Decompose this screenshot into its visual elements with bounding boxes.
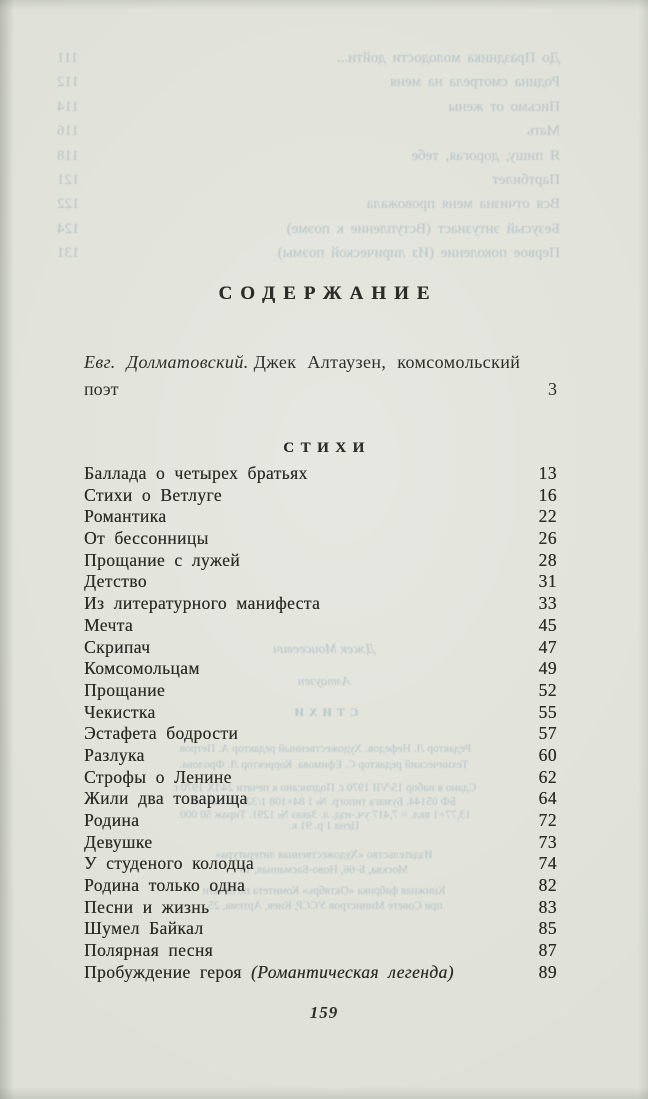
toc-page-number: 121 — [57, 171, 80, 188]
toc-title — [84, 506, 166, 528]
toc-page-number: 22 — [538, 506, 557, 527]
toc-page-number: 83 — [538, 896, 557, 917]
toc-title — [84, 658, 200, 680]
toc-row — [84, 810, 557, 832]
toc-title-italic: (Романтическая легенда) — [241, 961, 454, 982]
bleed-colophon-line: Книжная фабрика «Октябрь» Комитета по печати — [202, 885, 446, 897]
toc-page-number: 64 — [538, 788, 557, 809]
toc-title-text: Стихи о Ветлуге — [84, 484, 222, 505]
toc-row — [84, 463, 557, 485]
toc-title — [84, 463, 308, 485]
bleed-colophon-line: Цена 1 р. 91 к. — [288, 820, 360, 832]
toc-title-text: Эстафета бодрости — [84, 723, 239, 744]
toc-title — [527, 119, 560, 143]
toc-title — [84, 767, 232, 789]
bleed-book-title: СТИХИ — [289, 705, 359, 719]
toc-title — [84, 702, 156, 724]
toc-page-number: 55 — [538, 701, 557, 722]
toc-title-text: Прощание — [84, 679, 166, 700]
toc-page-number: 60 — [538, 744, 557, 765]
toc-title — [84, 897, 209, 919]
toc-title — [84, 571, 147, 593]
contents-heading: СОДЕРЖАНИЕ — [218, 283, 438, 304]
toc-row — [57, 192, 560, 216]
toc-title-text: Жили два товарища — [84, 788, 248, 809]
toc-title — [84, 853, 254, 875]
bleed-toc-list — [57, 46, 560, 266]
folio-page-number: 159 — [309, 1003, 339, 1022]
toc-row — [84, 571, 557, 593]
toc-row — [84, 918, 557, 940]
toc-row — [84, 875, 557, 897]
toc-title — [84, 593, 320, 615]
intro-title-text: Джек Алтаузен, комсомольский — [253, 352, 521, 372]
toc-title-text: Баллада о четырех братьях — [84, 463, 308, 483]
toc-page-number: 52 — [538, 679, 557, 700]
toc-page-number: 122 — [57, 196, 80, 213]
toc-page-number: 57 — [538, 723, 557, 744]
toc-title-text: От бессонницы — [84, 528, 209, 549]
toc-title — [287, 217, 560, 241]
toc-title-text: Девушке — [84, 831, 153, 852]
toc-title-text: Родина — [84, 810, 140, 830]
toc-title-text: Прощание с лужей — [84, 549, 241, 570]
section-heading: СТИХИ — [283, 440, 371, 456]
toc-page-number: 73 — [538, 831, 557, 852]
toc-page-number: 28 — [538, 549, 557, 570]
toc-title-text: Первое поколение (Из лирической поэмы) — [277, 245, 560, 262]
toc-title — [492, 168, 560, 192]
toc-row — [84, 615, 557, 637]
toc-list — [84, 463, 557, 984]
toc-page-number: 74 — [538, 853, 557, 874]
toc-page-number: 47 — [538, 636, 557, 657]
toc-page-number: 16 — [538, 484, 557, 505]
intro-entry — [84, 349, 557, 403]
toc-title — [84, 918, 204, 940]
toc-row — [57, 119, 560, 143]
toc-title — [390, 70, 560, 94]
toc-title-text: Чекистка — [84, 701, 156, 722]
toc-row — [84, 506, 557, 528]
toc-title-text: Пробуждение героя — [84, 961, 242, 982]
toc-row — [84, 832, 557, 854]
bleed-colophon-line: Издательство «Художественная литература» — [215, 849, 433, 861]
toc-title-text: До Праздника молодости дойти... — [336, 50, 560, 66]
toc-row — [84, 853, 557, 875]
toc-title — [84, 875, 245, 897]
toc-title-text: Родина только одна — [84, 875, 246, 896]
toc-page-number: 82 — [538, 875, 557, 896]
bleed-colophon-line: Сдано в набор 15/VII 1970 г. Подписано к печати 24/IX 1970 г. — [171, 782, 477, 794]
toc-page-number: 45 — [538, 614, 557, 635]
toc-title — [84, 528, 209, 550]
intro-author: Евг. Долматовский. — [84, 352, 249, 372]
toc-title-text: Безусый энтузиаст (Вступление к поэме) — [286, 220, 560, 237]
toc-title-text: Разлука — [84, 744, 145, 765]
toc-title-text: Родина смотрела на меня — [390, 74, 560, 91]
toc-title-text: Романтика — [84, 506, 167, 527]
toc-title — [367, 192, 560, 216]
toc-title — [84, 615, 133, 637]
toc-page-number: 13 — [538, 463, 557, 483]
bleed-author-name: Джек Моисеевич — [273, 642, 375, 657]
toc-title — [84, 680, 165, 702]
toc-title-text: Мечта — [84, 614, 134, 635]
toc-title — [84, 788, 248, 810]
toc-page-number: 72 — [538, 810, 557, 830]
toc-row — [57, 144, 560, 168]
bleed-author-surname: Алтаузен — [297, 673, 351, 688]
toc-row — [84, 788, 557, 810]
toc-title-text: Полярная песня — [84, 940, 214, 961]
toc-page-number: 26 — [538, 528, 557, 549]
toc-title — [448, 95, 560, 119]
toc-title — [84, 962, 454, 984]
toc-title-text: Комсомольцам — [84, 658, 200, 679]
toc-title — [411, 144, 560, 168]
toc-row — [84, 680, 557, 702]
toc-row — [84, 637, 557, 659]
toc-page-number: 124 — [57, 220, 80, 237]
toc-title-text: Письмо от жены — [448, 98, 560, 115]
toc-title — [84, 485, 222, 507]
toc-row — [57, 168, 560, 192]
bleed-colophon-line: при Совете Министров УССР, Киев, Артема, 25. — [205, 899, 443, 912]
toc-row — [57, 241, 560, 265]
toc-title — [84, 940, 213, 962]
toc-title — [84, 810, 139, 832]
toc-row — [84, 658, 557, 680]
toc-title — [84, 723, 238, 745]
toc-row — [84, 940, 557, 962]
toc-row — [57, 70, 560, 94]
toc-title-text: Я пишу, дорогая, тебе — [411, 147, 560, 164]
toc-page-number: 112 — [57, 74, 79, 91]
toc-page-number: 131 — [57, 245, 80, 262]
toc-row — [84, 767, 557, 789]
toc-page-number: 87 — [538, 940, 557, 961]
toc-title — [84, 637, 150, 659]
toc-page-number: 49 — [538, 658, 557, 679]
toc-row — [84, 593, 557, 615]
toc-title — [278, 241, 560, 265]
toc-row — [84, 723, 557, 745]
toc-row — [84, 962, 557, 984]
bleed-colophon-line: Технический редактор С. Ефимова. Корректор Л. Фролова. — [179, 759, 469, 771]
bleed-colophon-line: Редактор Л. Нефедов. Художественный редактор А. Петров. — [176, 743, 472, 755]
toc-title — [84, 832, 152, 854]
toc-title — [84, 745, 145, 767]
toc-row — [57, 217, 560, 241]
toc-row — [57, 46, 560, 70]
toc-title-text: Партбилет — [492, 171, 560, 188]
toc-title-text: Песни и жизнь — [84, 896, 210, 917]
toc-title-text: У студеного колодца — [84, 853, 254, 874]
toc-title — [84, 550, 240, 572]
bleed-colophon-line: БФ 05144. Бумага типогр. № 1 84×108 1/32. 5,0 печ. л. — [191, 795, 457, 808]
toc-row — [84, 485, 557, 507]
toc-title-text: Вся отчизна меня провожала — [366, 196, 560, 213]
toc-row — [84, 745, 557, 767]
toc-title-text: Скрипач — [84, 636, 151, 657]
toc-page-number: 89 — [538, 961, 557, 982]
toc-row — [84, 702, 557, 724]
toc-title-text: Из литературного манифеста — [84, 593, 321, 614]
intro-title-text-2: поэт — [84, 379, 119, 399]
toc-row — [84, 550, 557, 572]
intro-page-number: 3 — [548, 379, 557, 399]
intro-line2 — [84, 376, 557, 403]
toc-page-number: 118 — [57, 147, 79, 164]
toc-title-text: Шумел Байкал — [84, 918, 204, 939]
toc-page-number: 33 — [538, 593, 557, 614]
bleed-colophon-line: Москва, Б-66, Ново-Басманная, 19 — [239, 863, 409, 876]
intro-line1 — [84, 349, 557, 376]
toc-title-text: Строфы о Ленине — [84, 766, 232, 787]
toc-page-number: 111 — [57, 50, 79, 66]
bleed-colophon-line: 13,77+1 вкл. = 7,417 уч.-изд. л. Заказ № 1291. Тираж 50 000. — [177, 809, 471, 821]
toc-title-text: Детство — [84, 571, 147, 592]
toc-row — [57, 95, 560, 119]
toc-title-text: Мать — [526, 123, 560, 140]
toc-title — [337, 46, 560, 70]
toc-page-number: 116 — [57, 123, 79, 140]
toc-page-number: 85 — [538, 918, 557, 939]
toc-page-number: 114 — [57, 98, 79, 115]
toc-page-number: 31 — [538, 571, 557, 592]
toc-row — [84, 897, 557, 919]
toc-row — [84, 528, 557, 550]
toc-page-number: 62 — [538, 766, 557, 787]
